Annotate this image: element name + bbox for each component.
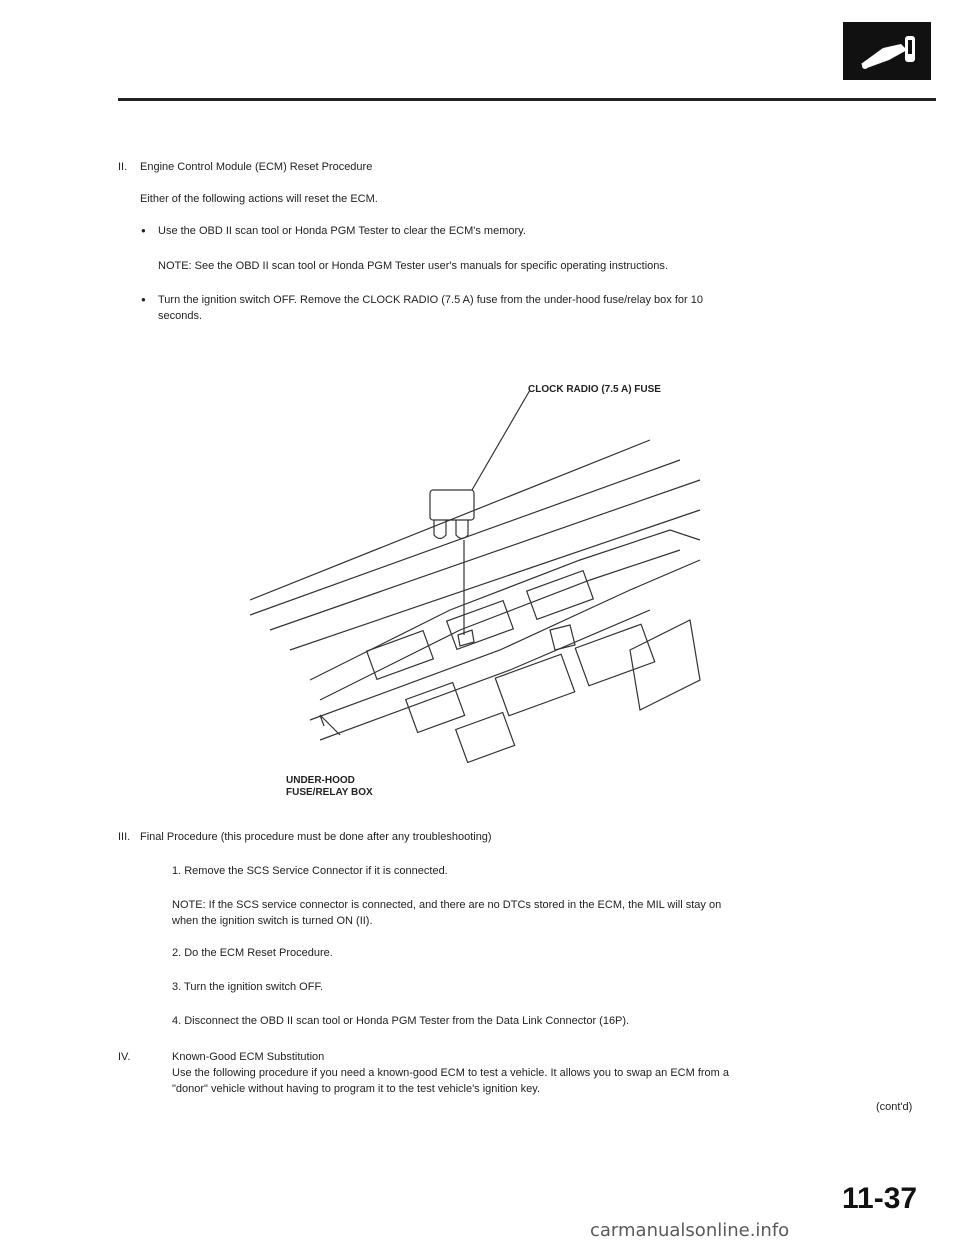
section-number: II.	[118, 161, 128, 173]
fuse-box-label: UNDER-HOOD	[286, 775, 355, 786]
paragraph-text: Use the following procedure if you need a known-good ECM to test a vehicle. It allows you to swap an ECM from a	[172, 1067, 730, 1079]
watermark: carmanualsonline.info	[590, 1220, 790, 1241]
step-item: 2. Do the ECM Reset Procedure.	[172, 947, 333, 959]
note-text: NOTE: See the OBD II scan tool or Honda PGM Tester user's manuals for specific operating instructions.	[158, 260, 668, 272]
note-text: when the ignition switch is turned ON (II).	[172, 915, 373, 927]
section-title: Final Procedure (this procedure must be done after any troubleshooting)	[140, 831, 492, 843]
bullet-item: ● Use the OBD II scan tool or Honda PGM Tester to clear the ECM's memory.	[158, 224, 526, 238]
intro-text: Either of the following actions will reset the ECM.	[140, 193, 378, 205]
paragraph-text: "donor" vehicle without having to program it to the test vehicle's ignition key.	[172, 1083, 541, 1095]
section-number: IV.	[118, 1051, 131, 1063]
header-rule	[118, 98, 936, 101]
engine-section-icon	[843, 22, 931, 80]
bullet-continuation: seconds.	[158, 310, 203, 322]
step-item: 4. Disconnect the OBD II scan tool or Honda PGM Tester from the Data Link Connector (16P).	[172, 1015, 630, 1027]
section-title: Engine Control Module (ECM) Reset Procedure	[140, 161, 373, 173]
continued-marker: (cont'd)	[876, 1101, 913, 1113]
page-number: 11-37	[842, 1182, 918, 1215]
section-number: III.	[118, 831, 131, 843]
fuse-box-label: FUSE/RELAY BOX	[286, 787, 373, 798]
step-item: 3. Turn the ignition switch OFF.	[172, 981, 324, 993]
bullet-item: ● Turn the ignition switch OFF. Remove the CLOCK RADIO (7.5 A) fuse from the under-hood fuse/relay box for 10	[158, 293, 703, 307]
fuse-label: CLOCK RADIO (7.5 A) FUSE	[528, 384, 661, 395]
fuse-box-diagram	[250, 380, 710, 780]
step-item: 1. Remove the SCS Service Connector if it is connected.	[172, 865, 448, 877]
section-title: Known-Good ECM Substitution	[172, 1051, 325, 1063]
note-text: NOTE: If the SCS service connector is connected, and there are no DTCs stored in the ECM, the MIL will stay on	[172, 899, 722, 911]
